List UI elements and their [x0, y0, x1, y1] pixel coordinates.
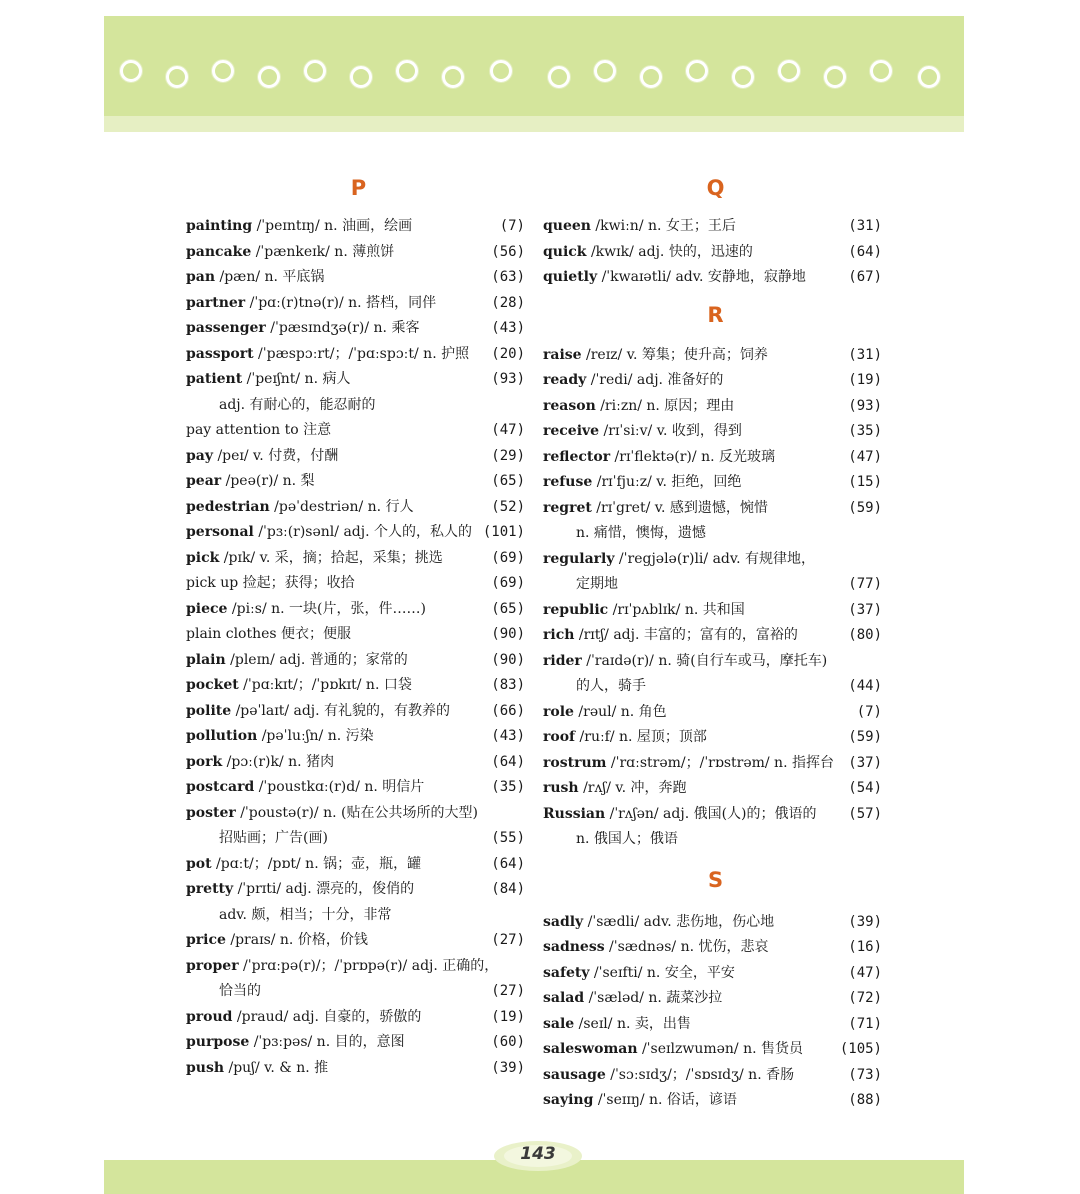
word-entry [543, 776, 888, 801]
word-entry [186, 928, 531, 953]
ring-decoration [442, 66, 464, 88]
word-entry [543, 961, 888, 986]
entry-page-ref: (67) [848, 269, 882, 285]
entry-text: sadly /ˈsædli/ adv. 悲伤地，伤心地 [543, 913, 775, 930]
entry-text: raise /reɪz/ v. 筹集；使升高；饲养 [543, 346, 768, 363]
entry-text: sadness /ˈsædnəs/ n. 忧伤，悲哀 [543, 939, 769, 955]
entry-text: pot /pɑːt/；/pɒt/ n. 锅；壶，瓶，罐 [186, 855, 422, 872]
word-entry [186, 1030, 531, 1055]
entry-page-ref: (90) [491, 626, 525, 642]
entry-page-ref: (65) [491, 600, 525, 617]
word-entry [543, 910, 888, 935]
word-entry [186, 495, 531, 520]
entry-page-ref: (28) [491, 294, 525, 311]
ring-decoration [732, 66, 754, 88]
word-entry [186, 546, 531, 571]
entry-text: pan /pæn/ n. 平底锅 [186, 269, 325, 285]
entry-text: Russian /ˈrʌʃən/ adj. 俄国(人)的；俄语的 [543, 805, 817, 822]
entry-page-ref: (47) [491, 422, 525, 438]
entry-page-ref: (37) [848, 601, 882, 618]
ring-decoration [396, 60, 418, 82]
entry-page-ref: (72) [848, 990, 882, 1006]
entry-text: pancake /ˈpænkeɪk/ n. 薄煎饼 [186, 243, 395, 260]
entry-text: safety /ˈseɪfti/ n. 安全，平安 [543, 964, 735, 981]
word-entry [543, 547, 888, 572]
entry-text: rider /ˈraɪdə(r)/ n. 骑(自行车或马，摩托车) [543, 652, 828, 669]
ring-decoration [120, 60, 142, 82]
word-entry [543, 935, 888, 960]
entry-text: rich /rɪtʃ/ adj. 丰富的；富有的，富裕的 [543, 627, 798, 643]
entry-text: quick /kwɪk/ adj. 快的，迅速的 [543, 243, 753, 260]
entry-page-ref: (27) [491, 932, 525, 948]
entry-text: sale /seɪl/ n. 卖，出售 [543, 1015, 691, 1032]
entry-text: sausage /ˈsɔːsɪdʒ/；/ˈsɒsɪdʒ/ n. 香肠 [543, 1066, 795, 1083]
entry-page-ref: (88) [848, 1092, 882, 1108]
entry-text: partner /ˈpɑː(r)tnə(r)/ n. 搭档，同伴 [186, 294, 437, 311]
word-entry [543, 802, 888, 827]
entry-continuation [576, 521, 888, 546]
ring-decoration [212, 60, 234, 82]
ring-decoration [304, 60, 326, 82]
entry-text: adj. 有耐心的，能忍耐的 [219, 396, 376, 413]
ring-decoration [350, 66, 372, 88]
word-entry [186, 367, 531, 392]
entry-page-ref: (93) [848, 397, 882, 414]
ring-decoration [640, 66, 662, 88]
word-entry [186, 724, 531, 749]
word-entry [543, 265, 888, 290]
word-entry [543, 1063, 888, 1088]
entry-text: n. 痛惜，懊悔，遗憾 [576, 525, 706, 541]
entry-page-ref: (16) [848, 939, 882, 955]
entry-text: pay /peɪ/ v. 付费，付酬 [186, 447, 339, 464]
word-entry [543, 623, 888, 648]
word-entry [543, 419, 888, 444]
entry-text: passenger /ˈpæsɪndʒə(r)/ n. 乘客 [186, 320, 420, 336]
entry-text: roof /ruːf/ n. 屋顶；顶部 [543, 729, 707, 745]
entry-page-ref: (7) [856, 703, 882, 720]
ring-decoration [824, 66, 846, 88]
entry-continuation [219, 979, 531, 1004]
word-entry [543, 751, 888, 776]
entry-page-ref: (69) [491, 575, 525, 591]
entry-page-ref: (43) [491, 728, 525, 744]
entry-page-ref: (47) [848, 964, 882, 981]
entry-text: ready /ˈredi/ adj. 准备好的 [543, 372, 724, 388]
entry-page-ref: (31) [848, 218, 882, 234]
entry-text: adv. 颇，相当；十分，非常 [219, 906, 392, 923]
word-entry [186, 520, 531, 545]
word-entry [186, 240, 531, 265]
ring-decoration [918, 66, 940, 88]
word-entry [186, 775, 531, 800]
word-entry [186, 1056, 531, 1081]
entry-page-ref: (27) [491, 983, 525, 999]
word-entry [186, 648, 531, 673]
entry-page-ref: (37) [848, 754, 882, 771]
entry-page-ref: (31) [848, 346, 882, 363]
word-entry [186, 418, 531, 443]
word-entry [186, 444, 531, 469]
word-entry [186, 673, 531, 698]
entry-text: polite /pəˈlaɪt/ adj. 有礼貌的，有教养的 [186, 702, 451, 719]
entry-text: 定期地 [576, 576, 618, 592]
entry-page-ref: (83) [491, 677, 525, 693]
entry-page-ref: (84) [491, 881, 525, 897]
ring-decoration [166, 66, 188, 88]
entry-continuation [219, 393, 531, 418]
entry-text: refuse /rɪˈfjuːz/ v. 拒绝，回绝 [543, 474, 742, 490]
word-entry [186, 801, 531, 826]
ring-decoration [258, 66, 280, 88]
word-entry [543, 1088, 888, 1113]
section-letter-r: R [707, 302, 724, 327]
entry-text: regret /rɪˈgret/ v. 感到遗憾，惋惜 [543, 499, 768, 516]
entry-page-ref: (93) [491, 371, 525, 387]
entry-page-ref: (90) [491, 651, 525, 668]
entry-page-ref: (55) [491, 830, 525, 846]
word-entry [543, 1037, 888, 1062]
entry-page-ref: (64) [491, 855, 525, 872]
entry-page-ref: (105) [839, 1041, 882, 1057]
word-entry [543, 986, 888, 1011]
entry-text: plain /pleɪn/ adj. 普通的；家常的 [186, 651, 408, 668]
entry-page-ref: (19) [848, 372, 882, 388]
entry-page-ref: (35) [848, 423, 882, 439]
entry-text: personal /ˈpɜː(r)sənl/ adj. 个人的，私人的 [186, 524, 472, 540]
word-entry [186, 954, 531, 979]
entry-text: 招贴画；广告(画) [219, 830, 328, 846]
entry-text: 恰当的 [219, 983, 261, 999]
word-entry [543, 598, 888, 623]
entry-text: 的人，骑手 [576, 678, 646, 694]
word-entry [186, 214, 531, 239]
ring-decoration [548, 66, 570, 88]
word-entry [186, 342, 531, 367]
entry-page-ref: (101) [482, 524, 525, 540]
word-entry [543, 725, 888, 750]
ring-decoration [490, 60, 512, 82]
entry-page-ref: (35) [491, 779, 525, 795]
entry-page-ref: (47) [848, 448, 882, 465]
word-entry [186, 852, 531, 877]
entry-text: n. 俄国人；俄语 [576, 831, 678, 847]
entry-page-ref: (69) [491, 549, 525, 566]
word-entry [543, 700, 888, 725]
entry-text: painting /ˈpeɪntɪŋ/ n. 油画，绘画 [186, 218, 413, 234]
entry-page-ref: (54) [848, 780, 882, 796]
entry-page-ref: (57) [848, 805, 882, 822]
entry-page-ref: (66) [491, 702, 525, 719]
entry-continuation [576, 827, 888, 852]
word-entry [186, 622, 531, 647]
entry-text: regularly /ˈregjələ(r)li/ adv. 有规律地， [543, 550, 816, 567]
entry-text: push /puʃ/ v. & n. 推 [186, 1059, 329, 1076]
entry-page-ref: (71) [848, 1015, 882, 1032]
page-number: 143 [520, 1144, 556, 1164]
entry-text: proud /praud/ adj. 自豪的，骄傲的 [186, 1008, 422, 1025]
section-letter-p: P [350, 176, 367, 200]
word-entry [186, 265, 531, 290]
entry-text: quietly /ˈkwaɪətli/ adv. 安静地，寂静地 [543, 269, 806, 285]
entry-page-ref: (59) [848, 729, 882, 745]
entry-page-ref: (19) [491, 1008, 525, 1025]
header-strip [104, 116, 964, 132]
word-entry [543, 394, 888, 419]
ring-decoration [594, 60, 616, 82]
entry-text: pretty /ˈprɪti/ adj. 漂亮的，俊俏的 [186, 881, 415, 897]
word-entry [543, 470, 888, 495]
entry-text: rush /rʌʃ/ v. 冲，奔跑 [543, 780, 687, 796]
entry-text: piece /piːs/ n. 一块(片，张，件……) [186, 600, 426, 617]
word-entry [186, 699, 531, 724]
entry-page-ref: (39) [848, 913, 882, 930]
entry-page-ref: (56) [491, 243, 525, 260]
entry-continuation [576, 674, 888, 699]
word-entry [186, 316, 531, 341]
entry-text: saying /ˈseɪɪŋ/ n. 俗话，谚语 [543, 1092, 737, 1108]
word-entry [543, 368, 888, 393]
entry-page-ref: (7) [499, 218, 525, 234]
entry-page-ref: (44) [848, 678, 882, 694]
word-entry [543, 343, 888, 368]
entry-text: purpose /ˈpɜːpəs/ n. 目的，意图 [186, 1034, 405, 1050]
entry-text: passport /ˈpæspɔːrt/；/ˈpɑːspɔːt/ n. 护照 [186, 345, 470, 362]
entry-text: poster /ˈpoustə(r)/ n. (贴在公共场所的大型) [186, 804, 478, 821]
entry-text: patient /ˈpeɪʃnt/ n. 病人 [186, 371, 351, 387]
entry-page-ref: (59) [848, 499, 882, 516]
word-entry [543, 445, 888, 470]
entry-text: pick up 捡起；获得；收拾 [186, 575, 355, 591]
word-entry [186, 469, 531, 494]
word-entry [186, 877, 531, 902]
entry-text: postcard /ˈpoustkɑː(r)d/ n. 明信片 [186, 779, 425, 795]
entry-page-ref: (64) [848, 243, 882, 260]
word-entry [543, 240, 888, 265]
entry-text: pollution /pəˈluːʃn/ n. 污染 [186, 728, 374, 744]
entry-text: pear /peə(r)/ n. 梨 [186, 473, 315, 489]
ring-decoration [870, 60, 892, 82]
entry-text: receive /rɪˈsiːv/ v. 收到，得到 [543, 423, 742, 439]
entry-text: pedestrian /pəˈdestriən/ n. 行人 [186, 498, 414, 515]
entry-continuation [219, 903, 531, 928]
entry-text: rostrum /ˈrɑːstrəm/；/ˈrɒstrəm/ n. 指挥台 [543, 754, 834, 771]
entry-page-ref: (39) [491, 1059, 525, 1076]
entry-text: queen /kwiːn/ n. 女王；王后 [543, 218, 736, 234]
ring-decoration [686, 60, 708, 82]
entry-page-ref: (77) [848, 576, 882, 592]
entry-page-ref: (65) [491, 473, 525, 489]
entry-text: reason /riːzn/ n. 原因；理由 [543, 397, 735, 414]
entry-page-ref: (73) [848, 1066, 882, 1083]
entry-text: plain clothes 便衣；便服 [186, 626, 352, 642]
entry-text: price /praɪs/ n. 价格，价钱 [186, 932, 368, 948]
entry-continuation [576, 572, 888, 597]
entry-page-ref: (64) [491, 753, 525, 770]
word-entry [186, 750, 531, 775]
entry-text: proper /ˈprɑːpə(r)/；/ˈprɒpə(r)/ adj. 正确的， [186, 957, 499, 974]
entry-page-ref: (29) [491, 447, 525, 464]
entry-text: pay attention to 注意 [186, 422, 332, 438]
entry-text: pick /pɪk/ v. 采，摘；拾起，采集；挑选 [186, 549, 443, 566]
word-entry [543, 496, 888, 521]
entry-continuation [219, 826, 531, 851]
word-entry [186, 597, 531, 622]
entry-text: reflector /rɪˈflektə(r)/ n. 反光玻璃 [543, 448, 775, 465]
word-entry [543, 1012, 888, 1037]
entry-text: saleswoman /ˈseɪlzwumən/ n. 售货员 [543, 1041, 803, 1057]
entry-page-ref: (43) [491, 320, 525, 336]
entry-text: salad /ˈsæləd/ n. 蔬菜沙拉 [543, 990, 723, 1006]
word-entry [186, 1005, 531, 1030]
entry-text: republic /rɪˈpʌblɪk/ n. 共和国 [543, 601, 745, 618]
word-entry [543, 649, 888, 674]
entry-page-ref: (80) [848, 627, 882, 643]
ring-decoration [778, 60, 800, 82]
entry-text: pocket /ˈpɑːkɪt/；/ˈpɒkɪt/ n. 口袋 [186, 677, 412, 693]
entry-page-ref: (63) [491, 269, 525, 285]
entry-page-ref: (52) [491, 498, 525, 515]
word-entry [186, 291, 531, 316]
entry-page-ref: (60) [491, 1034, 525, 1050]
section-letter-s: S [707, 867, 724, 892]
word-entry [186, 571, 531, 596]
entry-text: pork /pɔː(r)k/ n. 猪肉 [186, 753, 335, 770]
word-entry [543, 214, 888, 239]
entry-text: role /rəul/ n. 角色 [543, 703, 667, 720]
entry-page-ref: (20) [491, 345, 525, 362]
section-letter-q: Q [706, 176, 725, 200]
entry-page-ref: (15) [848, 474, 882, 490]
